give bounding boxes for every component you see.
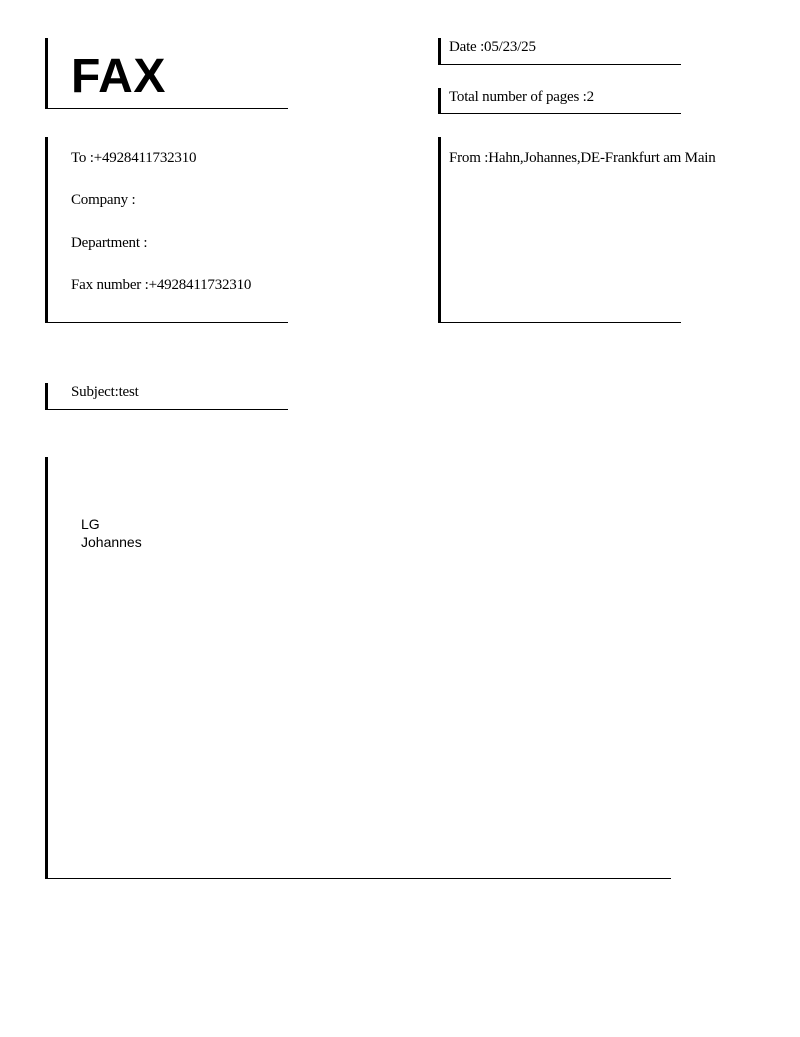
to-label: To :: [71, 150, 94, 166]
from-label: From :: [449, 150, 489, 166]
message-line-2: Johannes: [81, 534, 142, 550]
company-field: [71, 192, 135, 209]
total-pages-field: [449, 89, 594, 106]
to-field: [71, 150, 196, 167]
total-pages-box: [438, 88, 681, 114]
fax-title: FAX: [71, 50, 166, 103]
date-value: 05/23/25: [484, 39, 536, 55]
department-label: Department :: [71, 235, 148, 251]
subject-box: [45, 383, 288, 410]
company-label: Company :: [71, 192, 136, 208]
from-value: Hahn,Johannes,DE-Frankfurt am Main: [488, 150, 716, 166]
subject-value: test: [118, 384, 139, 400]
message-line-1: LG: [81, 516, 100, 532]
total-pages-value: 2: [586, 89, 594, 105]
subject-field: [71, 384, 139, 401]
date-label: Date :: [449, 39, 485, 55]
to-value: +4928411732310: [93, 150, 197, 166]
recipient-box: [45, 137, 288, 323]
sender-box: [438, 137, 716, 323]
fax-number-value: +4928411732310: [148, 277, 252, 293]
subject-label: Subject:: [71, 384, 119, 400]
fax-number-label: Fax number :: [71, 277, 149, 293]
date-field: [449, 39, 536, 56]
total-pages-label: Total number of pages :: [449, 89, 587, 105]
fax-title-box: [45, 38, 288, 109]
date-box: [438, 38, 681, 65]
from-field: [449, 150, 716, 167]
message-box: [45, 457, 671, 879]
department-field: [71, 235, 147, 252]
fax-number-field: [71, 277, 251, 294]
